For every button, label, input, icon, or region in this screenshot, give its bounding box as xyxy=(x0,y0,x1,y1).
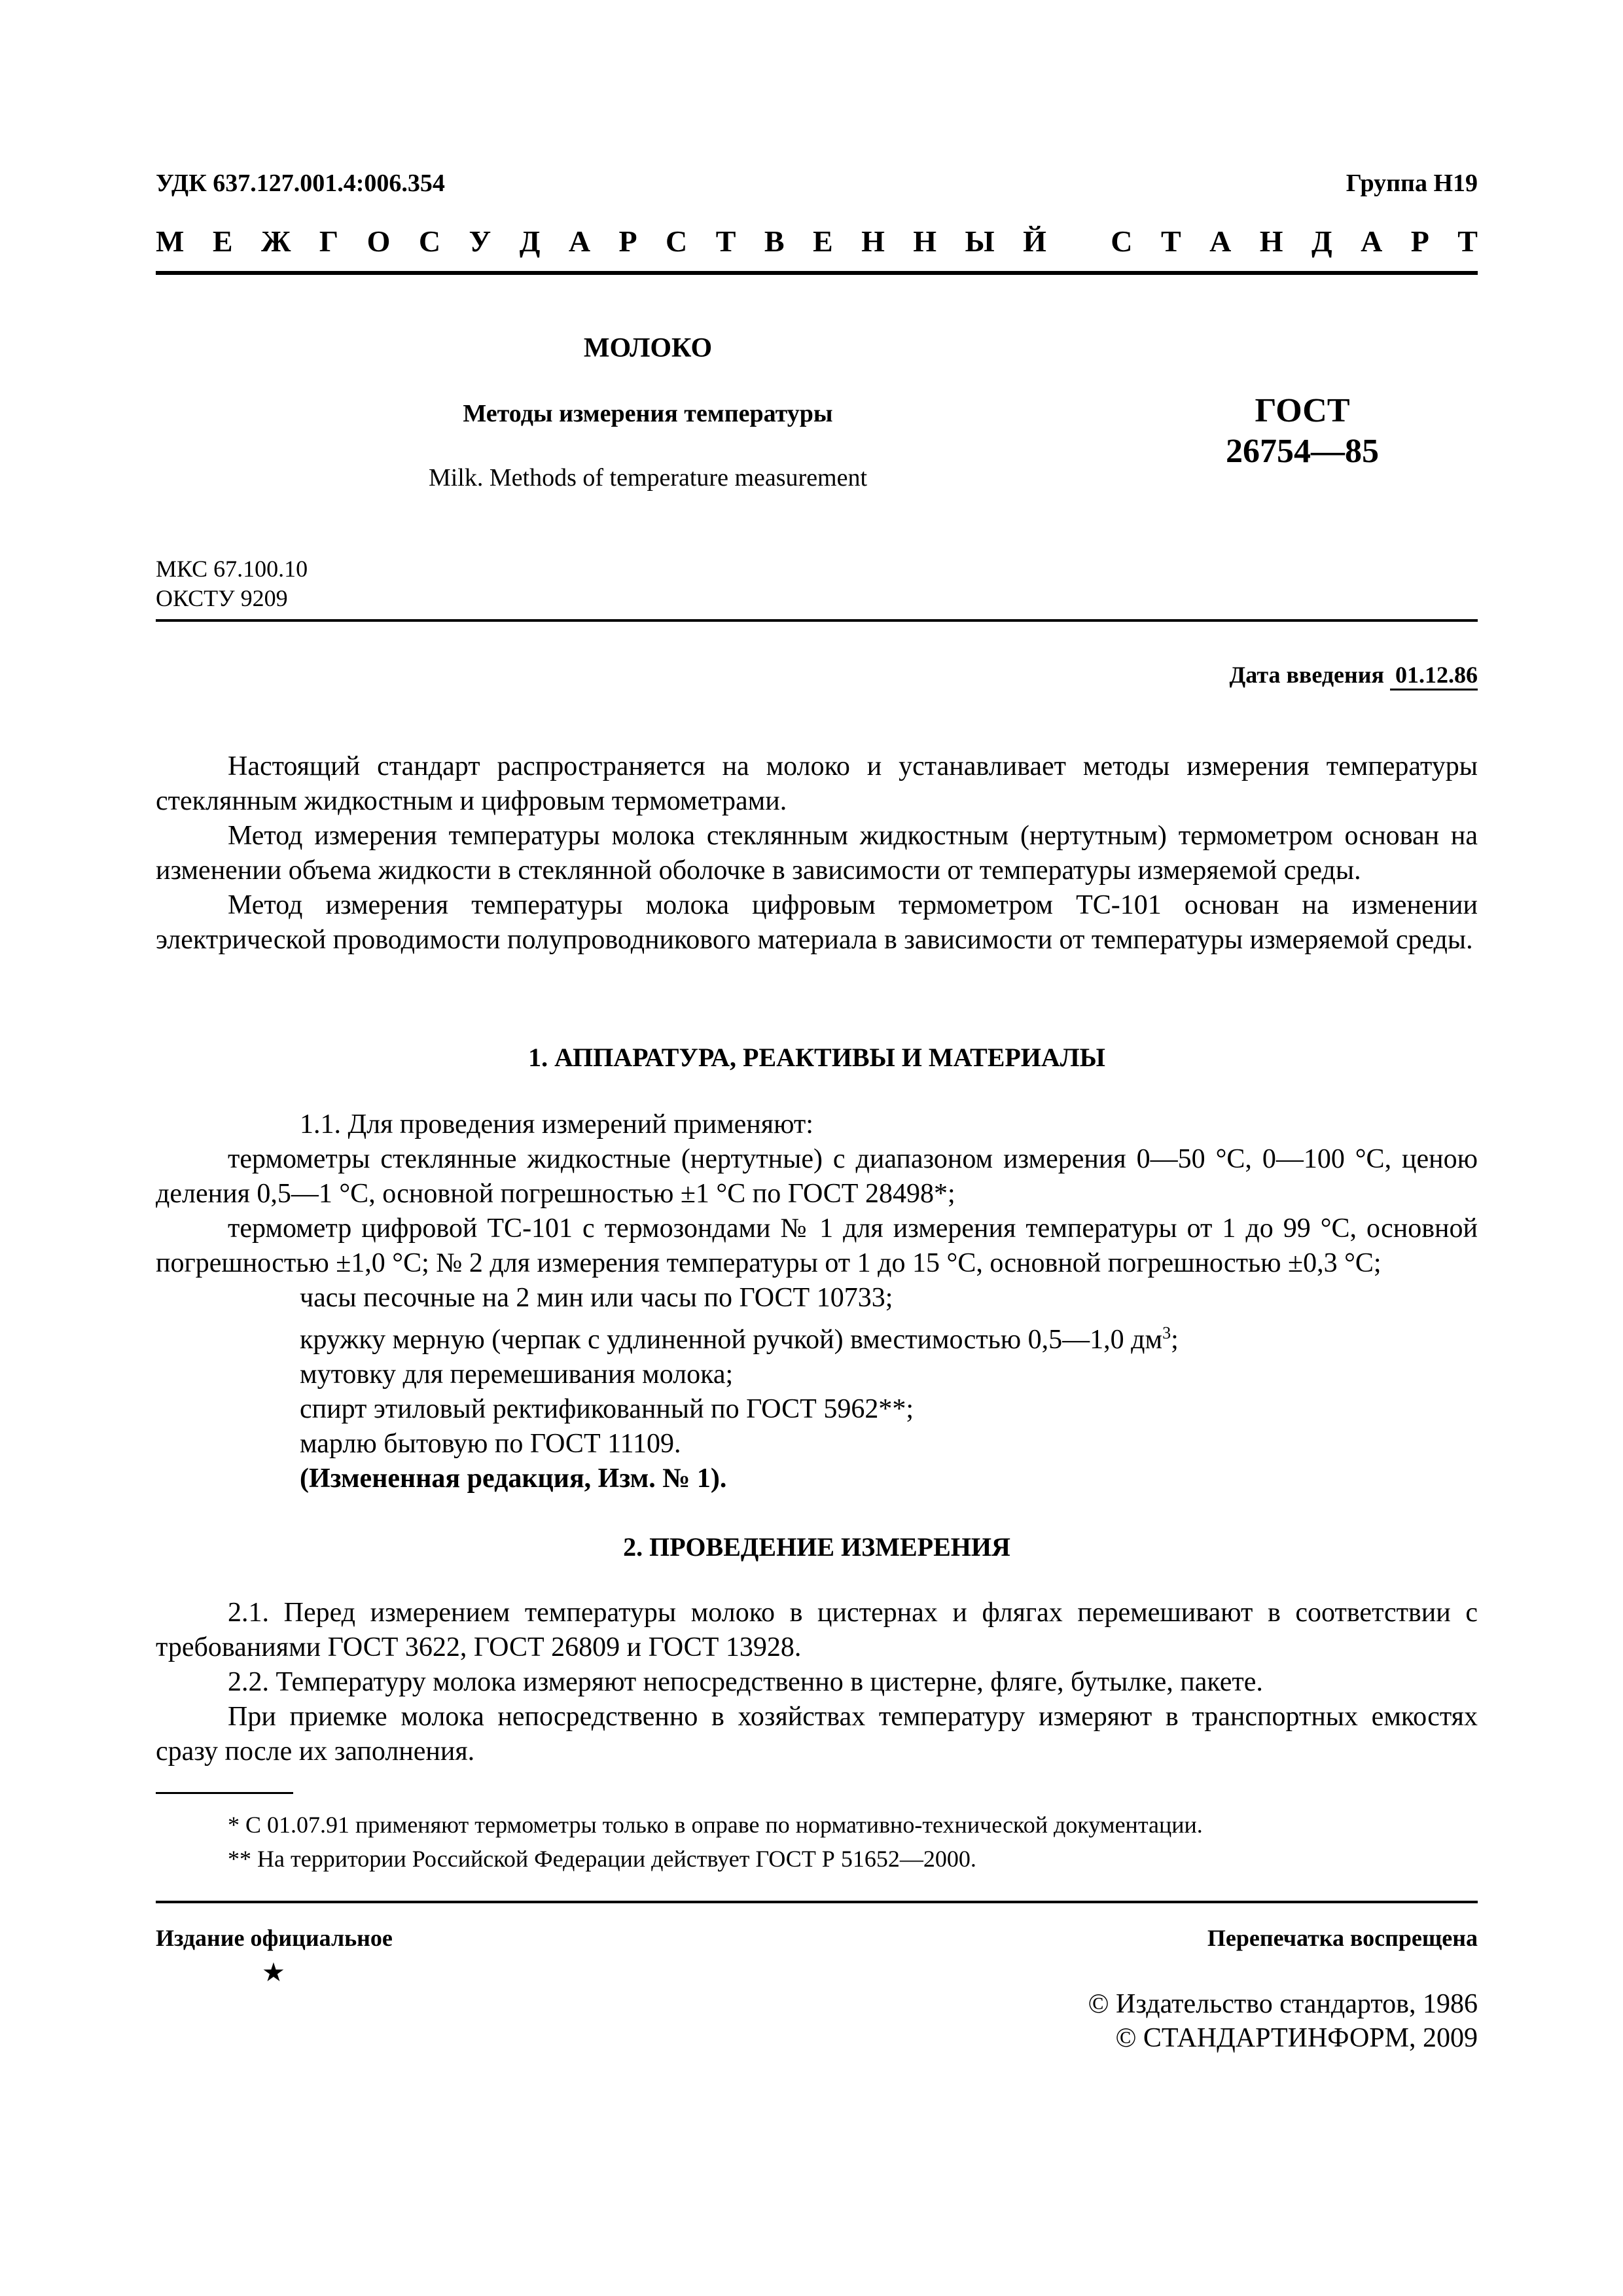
list-item: марлю бытовую по ГОСТ 11109. xyxy=(300,1429,681,1459)
section2-body xyxy=(156,1596,1478,1769)
banner-letter: Е xyxy=(212,224,233,258)
mks-code: МКС 67.100.10 xyxy=(156,556,308,582)
star-icon: ★ xyxy=(262,1958,285,1987)
banner-letter: Ж xyxy=(260,224,291,258)
english-title: Milk. Methods of temperature measurement xyxy=(428,464,868,492)
list-item: термометры стеклянные жидкостные (нертутные) с диапазоном измерения 0—50 °С, 0—100 °С, ценою деления 0,5—1 °С, основной погрешностью ±1 °С по ГОСТ 28498*; xyxy=(156,1144,1478,1209)
amendment-note: (Измененная редакция, Изм. № 1). xyxy=(300,1463,727,1494)
banner-letter: А xyxy=(568,224,591,258)
list-item-text: кружку мерную (черпак с удлиненной ручкой) вместимостью 0,5—1,0 дм xyxy=(300,1325,1163,1355)
banner-letter: С xyxy=(666,224,688,258)
footnotes xyxy=(156,1808,1478,1876)
list-item xyxy=(156,1316,1478,1357)
banner-letter: Д xyxy=(1311,224,1332,258)
intro-date xyxy=(1230,661,1478,691)
section1-lead: 1.1. Для проведения измерений применяют: xyxy=(300,1109,813,1139)
copyright-1986: © Издательство стандартов, 1986 xyxy=(1088,1989,1478,2019)
section2-paragraph: 2.2. Температуру молока измеряют непосредственно в цистерне, фляге, бутылке, пакете. xyxy=(228,1667,1263,1697)
banner-letter: Г xyxy=(319,224,339,258)
banner-letter: М xyxy=(156,224,185,258)
list-item-tail: ; xyxy=(1171,1325,1179,1355)
okstu-code: ОКСТУ 9209 xyxy=(156,585,288,611)
section2-paragraph: При приемке молока непосредственно в хозяйствах температуру измеряют в транспортных емкостях сразу после их заполнения. xyxy=(156,1702,1478,1767)
intro-paragraph: Метод измерения температуры молока стеклянным жидкостным (нертутным) термометром основан на изменении объема жидкости в стеклянной оболочке в зависимости от температуры измеряемой среды. xyxy=(156,821,1478,886)
banner-gap xyxy=(1075,224,1082,259)
intro-paragraph: Настоящий стандарт распространяется на молоко и устанавливает методы измерения температуры стеклянным жидкостным и цифровым термометрами. xyxy=(156,751,1478,816)
banner-letter: У xyxy=(469,224,491,258)
banner-letter: Й xyxy=(1023,224,1046,258)
banner-rule xyxy=(156,271,1478,275)
gost-number: 26754—85 xyxy=(1226,433,1379,470)
banner-letter: А xyxy=(1209,224,1232,258)
classification-rule xyxy=(156,619,1478,622)
banner-letter: Т xyxy=(715,224,736,258)
intro-text xyxy=(156,749,1478,958)
banner-letter: Н xyxy=(1259,224,1283,258)
document-title: МОЛОКО xyxy=(583,333,713,363)
official-edition: Издание официальное xyxy=(156,1925,393,1951)
footnote: ** На территории Российской Федерации действует ГОСТ Р 51652—2000. xyxy=(228,1846,976,1872)
banner-letter: Р xyxy=(618,224,637,258)
udk-code: УДК 637.127.001.4:006.354 xyxy=(156,170,445,197)
banner-letter: С xyxy=(1111,224,1133,258)
banner-letter: С xyxy=(418,224,441,258)
list-item: мутовку для перемешивания молока; xyxy=(300,1359,734,1390)
group-code: Группа Н19 xyxy=(1346,170,1478,197)
banner-letter: В xyxy=(764,224,785,258)
banner-letter: Д xyxy=(519,224,541,258)
reprint-notice: Перепечатка воспрещена xyxy=(1207,1925,1478,1951)
gost-label: ГОСТ xyxy=(1255,392,1350,429)
intro-date-value: 01.12.86 xyxy=(1390,661,1478,691)
banner-letter: Р xyxy=(1410,224,1429,258)
footnote: * С 01.07.91 применяют термометры только в оправе по нормативно-технической документации. xyxy=(228,1812,1203,1838)
section2-heading: 2. ПРОВЕДЕНИЕ ИЗМЕРЕНИЯ xyxy=(623,1532,1010,1562)
banner-letter: Ы xyxy=(965,224,995,258)
banner-letter: Т xyxy=(1457,224,1478,258)
standard-banner xyxy=(156,224,1478,259)
section1-heading: 1. АППАРАТУРА, РЕАКТИВЫ И МАТЕРИАЛЫ xyxy=(528,1043,1105,1072)
banner-letter: Н xyxy=(913,224,937,258)
intro-date-label: Дата введения xyxy=(1229,662,1384,688)
section1-body xyxy=(156,1107,1478,1496)
banner-letter: Т xyxy=(1160,224,1181,258)
intro-paragraph: Метод измерения температуры молока цифровым термометром ТС-101 основан на изменении электрической проводимости полупроводникового материала в зависимости от температуры измеряемой среды. xyxy=(156,890,1478,955)
list-item: часы песочные на 2 мин или часы по ГОСТ 10733; xyxy=(300,1283,893,1313)
copyright-2009: © СТАНДАРТИНФОРМ, 2009 xyxy=(1115,2023,1478,2053)
document-subtitle: Методы измерения температуры xyxy=(463,400,833,427)
footer-rule xyxy=(156,1901,1478,1903)
section2-paragraph: 2.1. Перед измерением температуры молоко в цистернах и флягах перемешивают в соответствии с требованиями ГОСТ 3622, ГОСТ 26809 и ГОСТ 13928. xyxy=(156,1598,1478,1662)
banner-letter: Н xyxy=(861,224,885,258)
footnote-separator xyxy=(156,1792,293,1794)
list-item: спирт этиловый ректификованный по ГОСТ 5962**; xyxy=(300,1394,914,1424)
list-item: термометр цифровой ТС-101 с термозондами № 1 для измерения температуры от 1 до 99 °С, основной погрешностью ±1,0 °С; № 2 для измерения температуры от 1 до 15 °С, основной погрешностью ±0,3 °С; xyxy=(156,1213,1478,1278)
banner-letter: А xyxy=(1361,224,1383,258)
cubic-superscript: 3 xyxy=(1162,1323,1171,1342)
banner-letter: Е xyxy=(812,224,833,258)
banner-letter: О xyxy=(366,224,391,258)
